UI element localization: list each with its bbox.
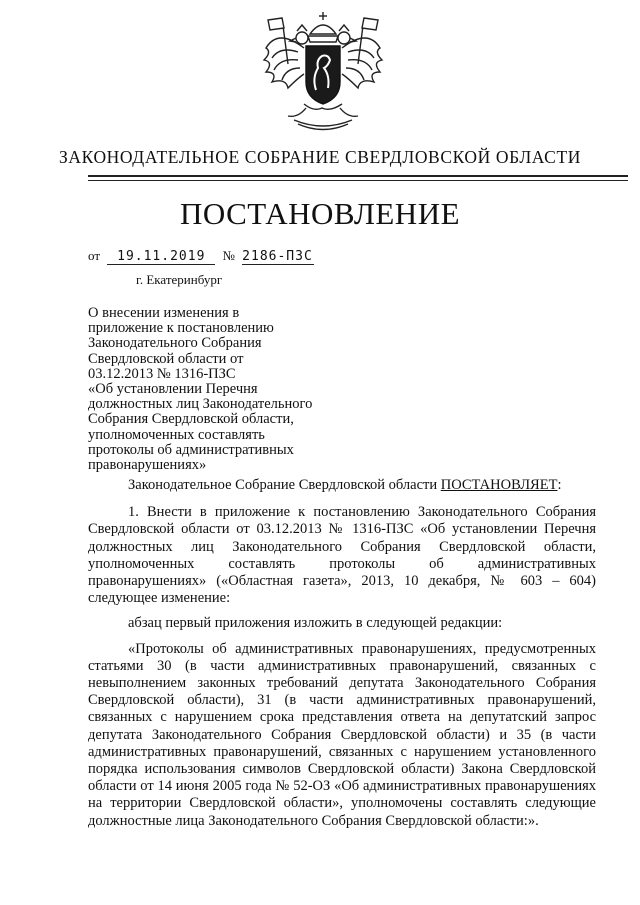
subject-line: приложение к постановлению (88, 320, 274, 337)
subject-line: О внесении изменения в (88, 305, 240, 321)
header-divider-thin (88, 180, 628, 181)
subject-line: Собрания Свердловской области, (88, 411, 294, 428)
subject-line: протоколы об административных (88, 441, 294, 458)
subject-line: должностных лиц Законодательного (88, 396, 313, 413)
paragraph-3: «Протоколы об административных правонарушениях, предусмотренных статьями 30 (в части административных правонарушений, связанных с невыполнением законных требований депутата Законодательного Собрания Свердловской области), 31 (в части административных правонарушений, связанных с нарушением срока представления ответа на депутатский запрос депутата Законодательного Собрания Свердловской области) и 35 (в части административных правонарушений, связанных с нарушением установленного порядка использования символов Свердловской области) Закона Свердловской области от 14 июня 2005 года № 52-ОЗ «Об административных правонарушениях на территории Свердловской области», уполномочены составлять следующие должностные лица Законодательного Собрания Свердловской области:». (88, 640, 596, 829)
resolves-keyword: ПОСТАНОВЛЯЕТ (440, 477, 558, 493)
document-type-title: ПОСТАНОВЛЕНИЕ (179, 196, 461, 231)
subject-line: Законодательного Собрания (88, 335, 262, 352)
subject-line: Свердловской области от (88, 350, 244, 367)
header-divider-thick (88, 175, 628, 177)
organization-name: ЗАКОНОДАТЕЛЬНОЕ СОБРАНИЕ СВЕРДЛОВСКОЙ ОБЛАСТИ (59, 147, 581, 167)
city-label: г. Екатеринбург (136, 272, 223, 287)
subject-line: правонарушениях» (88, 457, 207, 474)
coat-of-arms-emblem (258, 8, 388, 136)
paragraph-2: абзац первый приложения изложить в следующей редакции: (128, 615, 503, 632)
document-meta-line (88, 248, 314, 265)
subject-line: уполномоченных составлять (88, 426, 265, 443)
subject-line: «Об установлении Перечня (88, 381, 258, 398)
preamble-colon: : (557, 477, 562, 493)
document-number: 2186-ПЗС (242, 249, 313, 264)
document-subject (88, 306, 338, 473)
document-body (88, 477, 596, 838)
subject-line: 03.12.2013 № 1316-ПЗС (88, 365, 236, 382)
document-date: 19.11.2019 (107, 249, 215, 265)
number-prefix-label: № (222, 248, 235, 263)
preamble-paragraph (88, 477, 596, 494)
date-prefix-label: от (88, 248, 101, 263)
paragraph-1: 1. Внести в приложение к постановлению Законодательного Собрания Свердловской области от 03.12.2013 № 1316-ПЗС «Об установлении Перечня должностных лиц Законодательного Собрания Свердловской области, уполномоченных составлять протоколы об административных правонарушениях» («Областная газета», 2013, 10 декабря, № 603 – 604) следующее изменение: (88, 504, 596, 607)
preamble-text: Законодательное Собрание Свердловской области (128, 477, 441, 493)
